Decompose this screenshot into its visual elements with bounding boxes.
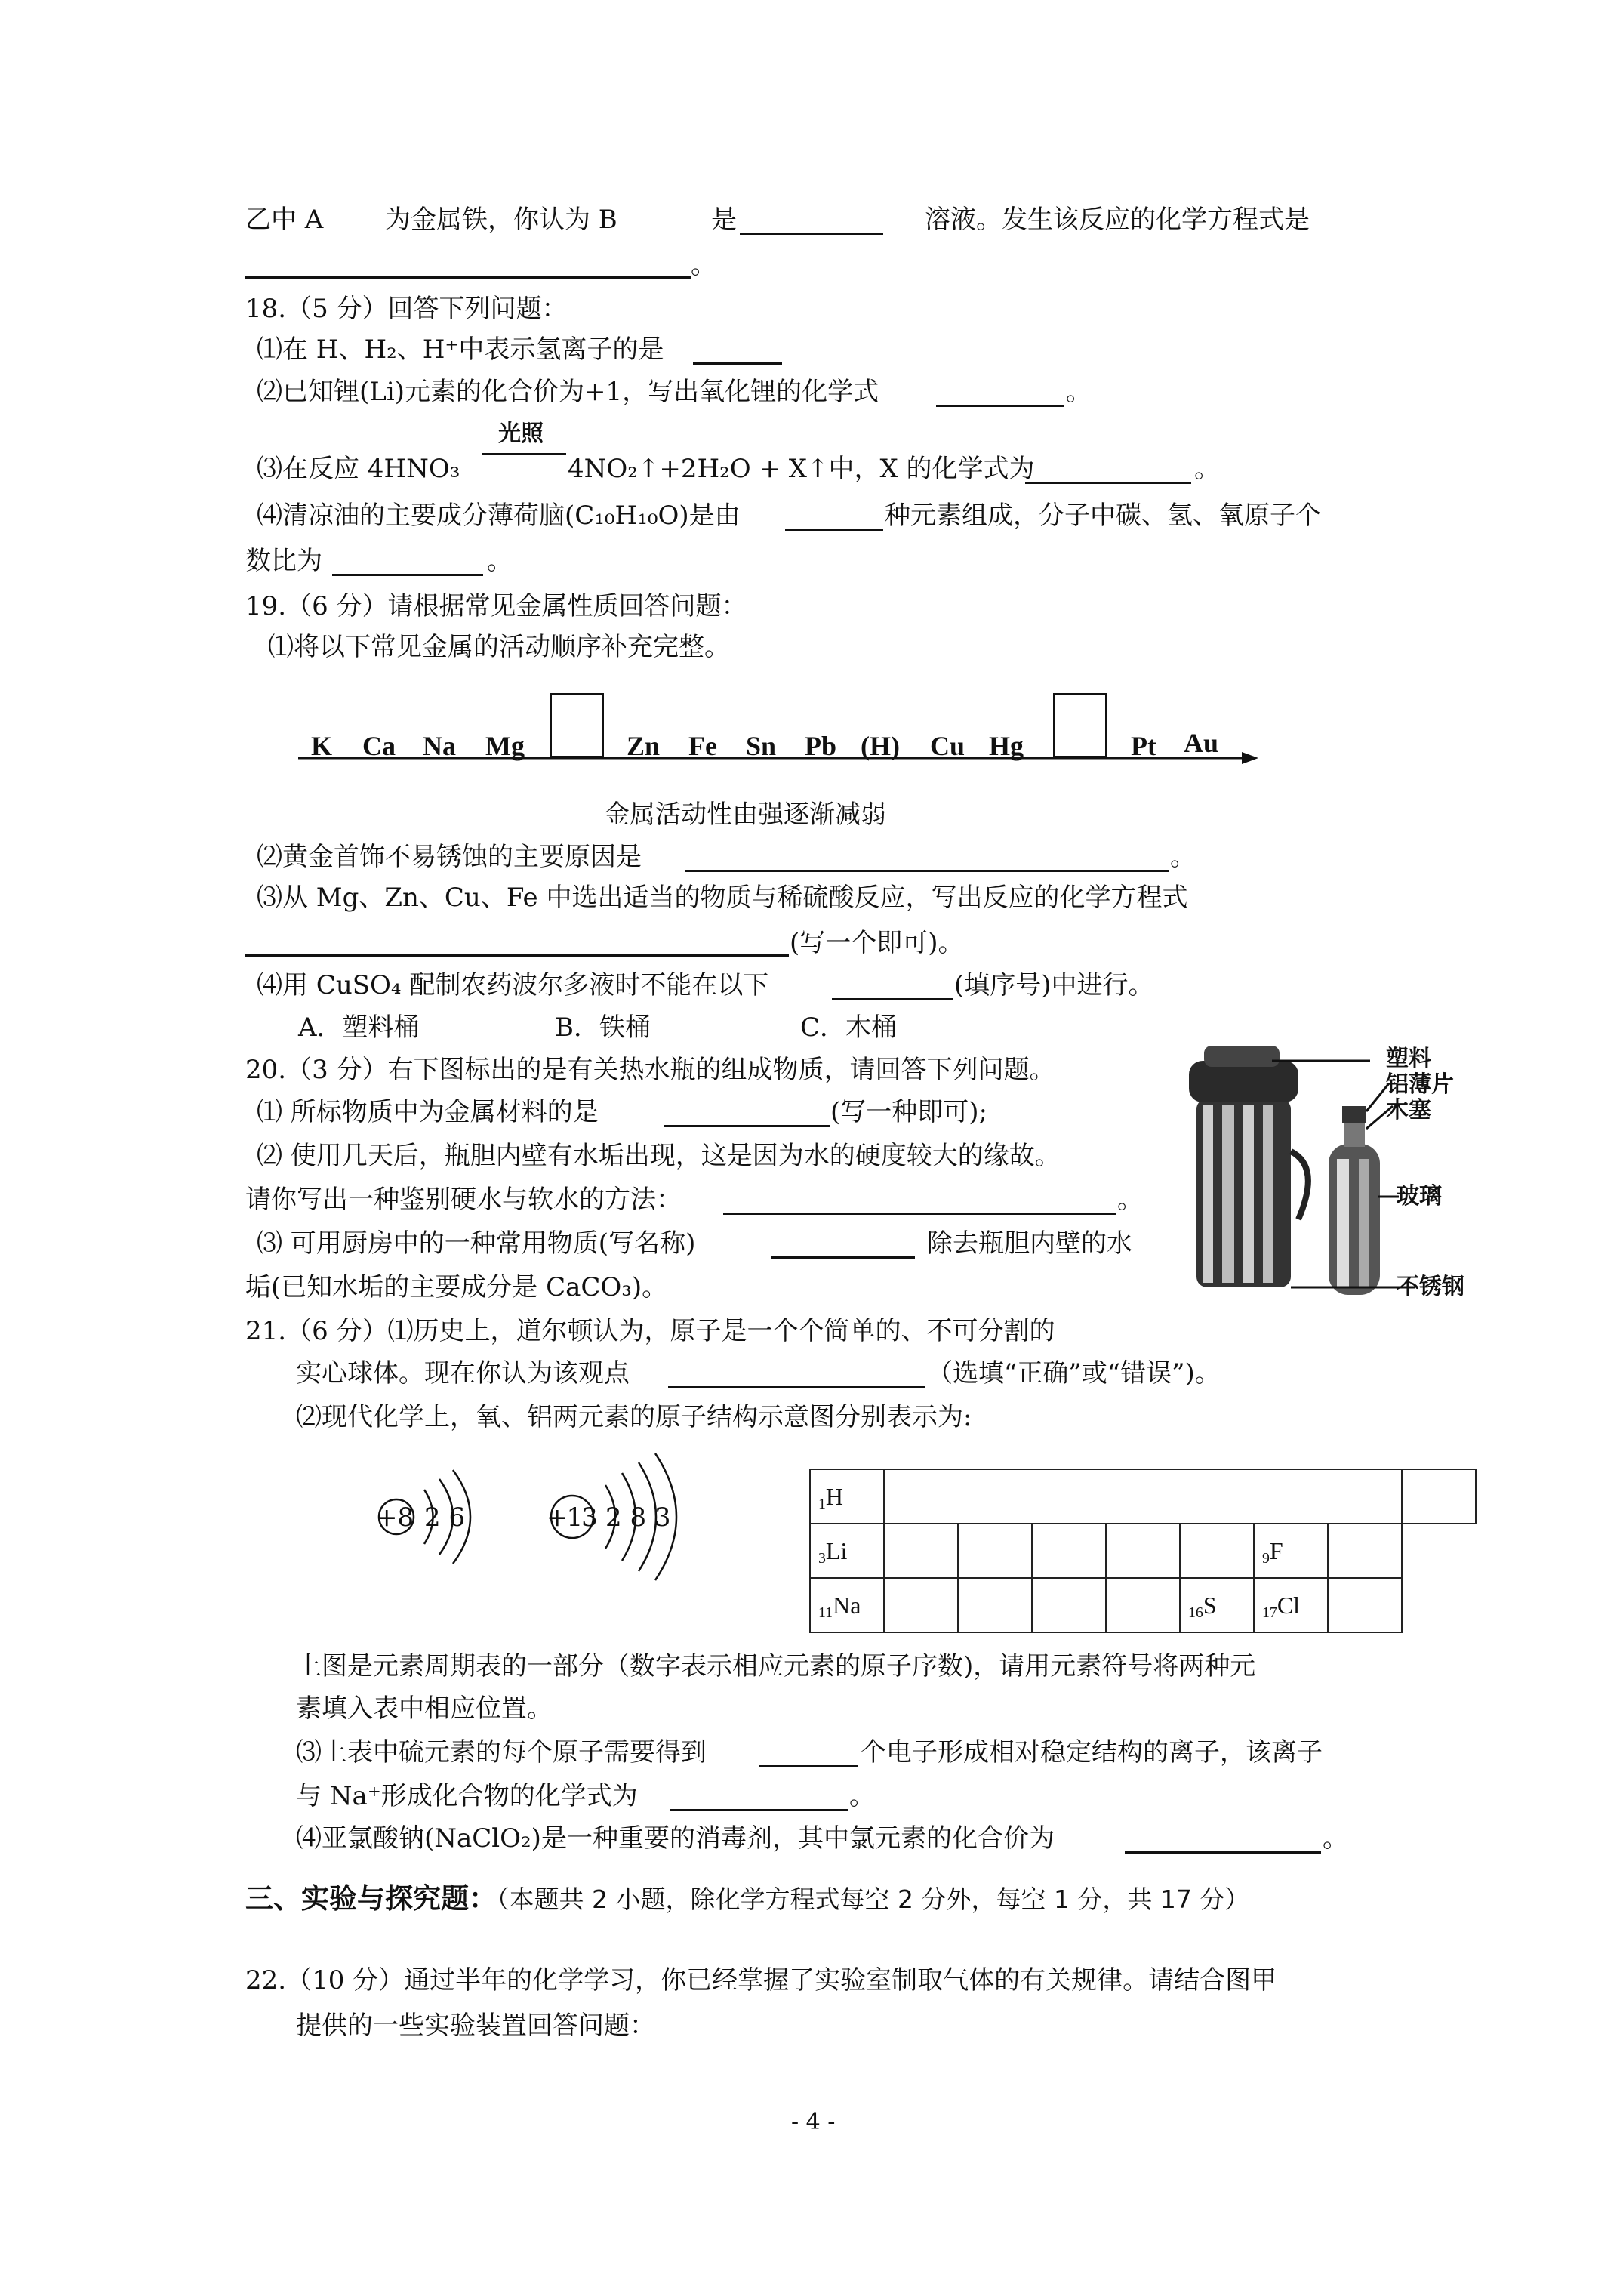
- q19-option-a: A．塑料桶: [298, 1012, 420, 1043]
- q20-part3-a: ⑶ 可用厨房中的一种常用物质(写名称): [257, 1228, 696, 1259]
- metal-mg: Mg: [485, 731, 525, 761]
- cell-h: $_1$H: [810, 1469, 884, 1524]
- cell-empty[interactable]: [1402, 1469, 1476, 1524]
- q21-part3-b: 个电子形成相对稳定结构的离子，该离子: [861, 1737, 1323, 1767]
- q18-blank2[interactable]: [936, 381, 1064, 407]
- q18-part3-a: ⑶在反应 4HNO₃: [257, 454, 460, 484]
- q17-line1-a: 乙中 A: [245, 205, 324, 235]
- q21-part3-end: 。: [849, 1781, 875, 1811]
- metal-pb: Pb: [805, 731, 837, 761]
- q18-part1: ⑴在 H、H₂、H⁺中表示氢离子的是: [257, 334, 664, 365]
- q18-blank3[interactable]: [1025, 458, 1191, 484]
- q19-part3-tail: (写一个即可)。: [790, 928, 964, 958]
- cell-empty[interactable]: [1106, 1524, 1180, 1578]
- q22-line2: 提供的一些实验装置回答问题：: [296, 2011, 655, 2041]
- cell-empty[interactable]: [958, 1524, 1032, 1578]
- q18-reaction-arrow-line: [482, 453, 566, 455]
- q18-heading: 18.（5 分）回答下列问题：: [245, 294, 568, 324]
- table-row: [810, 1578, 1476, 1632]
- cell-na: $_{11}$Na: [810, 1578, 884, 1632]
- section3-scoring: （本题共 2 小题，除化学方程式每空 2 分外，每空 1 分，共 17 分）: [497, 1885, 1250, 1914]
- q17-line1-b: 为金属铁，你认为 B: [385, 205, 617, 235]
- cell-empty[interactable]: [1032, 1578, 1106, 1632]
- label-plastic: 塑料: [1386, 1046, 1431, 1072]
- q18-part3-end: 。: [1194, 454, 1220, 484]
- q22-line1: 22.（10 分）通过半年的化学学习，你已经掌握了实验室制取气体的有关规律。请结合图甲: [245, 1965, 1277, 1996]
- aluminum-nucleus: +13: [547, 1502, 596, 1533]
- q21-part2: ⑵现代化学上，氧、铝两元素的原子结构示意图分别表示为:: [296, 1402, 972, 1432]
- table-row: [810, 1524, 1476, 1578]
- q18-part2: ⑵已知锂(Li)元素的化合价为+1，写出氧化锂的化学式: [257, 377, 879, 407]
- metal-hg: Hg: [989, 731, 1024, 761]
- q20-part3-c: 垢(已知水垢的主要成分是 CaCO₃)。: [245, 1272, 668, 1302]
- oxygen-nucleus: +8: [376, 1502, 414, 1533]
- q20-part2: ⑵ 使用几天后，瓶胆内壁有水垢出现，这是因为水的硬度较大的缘故。: [257, 1141, 1061, 1171]
- q19-blank4[interactable]: [832, 974, 953, 1000]
- q20-blank2[interactable]: [723, 1188, 1116, 1215]
- section3-title: 三、实验与探究题：: [245, 1882, 497, 1915]
- metal-pt: Pt: [1131, 731, 1156, 761]
- cell-empty[interactable]: [884, 1524, 958, 1578]
- metal-sn: Sn: [746, 731, 777, 761]
- q18-reaction-condition: 光照: [498, 421, 544, 447]
- metal-au: Au: [1184, 728, 1219, 758]
- label-aluminum-foil: 铝薄片: [1386, 1071, 1454, 1098]
- q18-part4-end: 。: [487, 546, 513, 576]
- q21-part2-c: 素填入表中相应位置。: [296, 1693, 553, 1724]
- q20-part1-b: (写一种即可);: [830, 1097, 987, 1127]
- q20-blank3[interactable]: [771, 1232, 915, 1259]
- cell-cl: $_{17}$Cl: [1254, 1578, 1328, 1632]
- cell-empty[interactable]: [884, 1578, 958, 1632]
- q17-blank-b[interactable]: [740, 208, 883, 235]
- q20-part1-a: ⑴ 所标物质中为金属材料的是: [257, 1097, 599, 1127]
- q17-line2-end: 。: [691, 250, 716, 280]
- periodic-table-fragment: [809, 1469, 1477, 1633]
- q19-blank3[interactable]: [245, 930, 789, 957]
- q18-part4-a: ⑷清凉油的主要成分薄荷脑(C₁₀H₁₀O)是由: [257, 501, 741, 531]
- cell-empty[interactable]: [1106, 1578, 1180, 1632]
- table-row: [810, 1469, 1476, 1524]
- q17-line1-d: 溶液。发生该反应的化学方程式是: [925, 205, 1310, 235]
- q19-part2: ⑵黄金首饰不易锈蚀的主要原因是: [257, 842, 642, 872]
- metal-na: Na: [423, 731, 456, 761]
- cell-empty[interactable]: [1180, 1524, 1254, 1578]
- label-cork: 木塞: [1386, 1097, 1431, 1123]
- metal-ca: Ca: [362, 731, 396, 761]
- q20-heading: 20.（3 分）右下图标出的是有关热水瓶的组成物质，请回答下列问题。: [245, 1055, 1055, 1085]
- page-number: - 4 -: [791, 2109, 836, 2135]
- q20-part3-b: 除去瓶胆内壁的水: [927, 1228, 1132, 1259]
- cell-s: $_{16}$S: [1180, 1578, 1254, 1632]
- metal-k: K: [311, 731, 333, 761]
- label-stainless-steel: 不锈钢: [1397, 1274, 1464, 1300]
- q19-part4-b: (填序号)中进行。: [954, 970, 1154, 1000]
- aluminum-electron-shells: 2 8 3: [605, 1502, 671, 1533]
- q20-part2-b: 请你写出一种鉴别硬水与软水的方法：: [245, 1185, 682, 1215]
- q18-part3-b: 4NO₂↑+2H₂O + X↑中，X 的化学式为: [568, 454, 1035, 484]
- q21-blank3[interactable]: [759, 1741, 858, 1767]
- label-glass: 玻璃: [1397, 1183, 1442, 1210]
- q17-line1-c: 是: [711, 205, 737, 235]
- oxygen-electron-shells: 2 6: [424, 1502, 466, 1533]
- q19-part1: ⑴将以下常见金属的活动顺序补充完整。: [268, 632, 730, 662]
- q21-part4-a: ⑷亚氯酸钠(NaClO₂)是一种重要的消毒剂，其中氯元素的化合价为: [296, 1823, 1055, 1854]
- q21-part1-b: 实心球体。现在你认为该观点: [296, 1358, 630, 1388]
- q21-part3-c: 与 Na⁺形成化合物的化学式为: [296, 1781, 638, 1811]
- q18-part4-c: 数比为: [245, 546, 322, 576]
- cell-li: $_3$Li: [810, 1524, 884, 1578]
- cell-empty[interactable]: [1328, 1524, 1402, 1578]
- metal-zn: Zn: [627, 731, 661, 761]
- cell-empty[interactable]: [958, 1578, 1032, 1632]
- q18-part2-end: 。: [1066, 377, 1092, 407]
- q21-blank1[interactable]: [668, 1362, 925, 1388]
- q20-blank1[interactable]: [664, 1101, 830, 1127]
- metal-cu: Cu: [930, 731, 965, 761]
- metal-h: (H): [861, 731, 900, 761]
- metal-fe: Fe: [688, 731, 717, 761]
- q20-part2-end: 。: [1117, 1185, 1143, 1215]
- q17-blank-equation[interactable]: [245, 252, 691, 279]
- activity-arrow-icon: [298, 747, 1261, 770]
- activity-arrow-caption: 金属活动性由强逐渐减弱: [604, 800, 886, 830]
- q21-part3-a: ⑶上表中硫元素的每个原子需要得到: [296, 1737, 707, 1767]
- q19-part4-a: ⑷用 CuSO₄ 配制农药波尔多液时不能在以下: [257, 970, 769, 1000]
- cell-empty[interactable]: [1032, 1524, 1106, 1578]
- q18-blank5[interactable]: [332, 550, 483, 576]
- q19-blank2[interactable]: [685, 846, 1169, 872]
- cell-f: $_9$F: [1254, 1524, 1328, 1578]
- q21-blank5[interactable]: [1125, 1827, 1321, 1854]
- q19-option-c: C．木桶: [800, 1012, 898, 1043]
- q19-part2-end: 。: [1170, 842, 1196, 872]
- q21-part4-end: 。: [1323, 1823, 1348, 1854]
- q21-blank4[interactable]: [670, 1785, 848, 1811]
- q18-blank1[interactable]: [693, 338, 782, 365]
- q18-blank4[interactable]: [785, 504, 883, 531]
- q19-part3: ⑶从 Mg、Zn、Cu、Fe 中选出适当的物质与稀硫酸反应，写出反应的化学方程式: [257, 883, 1188, 913]
- q19-option-b: B．铁桶: [555, 1012, 651, 1043]
- cell-empty[interactable]: [1328, 1578, 1402, 1632]
- section3-heading: [245, 1882, 1250, 1915]
- q21-heading: 21.（6 分）⑴历史上，道尔顿认为，原子是一个个简单的、不可分割的: [245, 1316, 1055, 1346]
- q21-part1-c: （选填“正确”或“错误”)。: [927, 1358, 1221, 1388]
- q21-part2-b: 上图是元素周期表的一部分（数字表示相应元素的原子序数)，请用元素符号将两种元: [296, 1651, 1256, 1681]
- q18-part4-b: 种元素组成，分子中碳、氢、氧原子个: [885, 501, 1321, 531]
- q19-heading: 19.（6 分）请根据常见金属性质回答问题：: [245, 591, 747, 621]
